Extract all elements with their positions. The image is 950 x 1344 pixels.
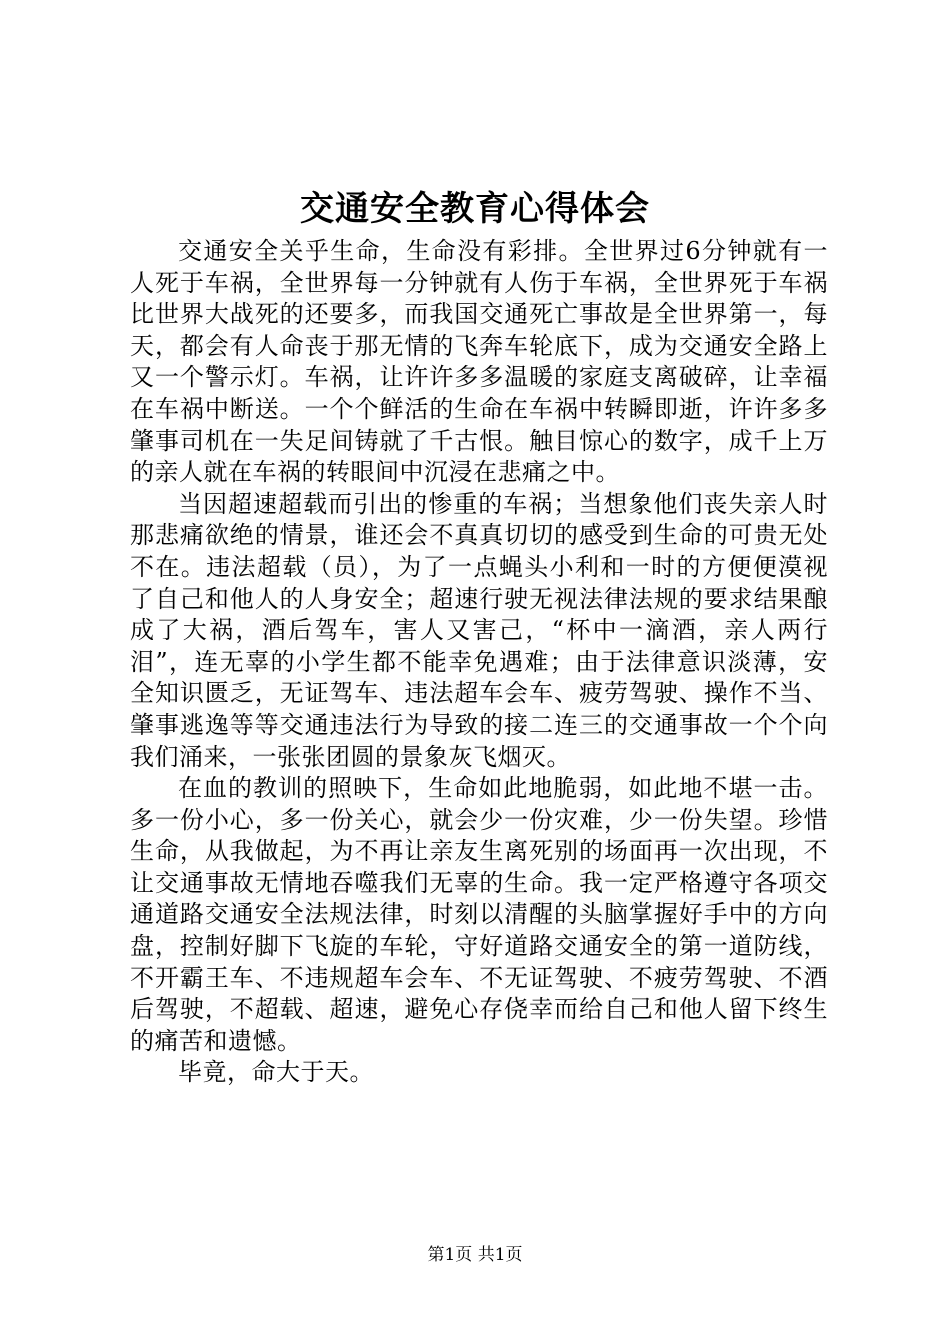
paragraph-1: 交通安全关乎生命，生命没有彩排。全世界过6分钟就有一人死于车祸，全世界每一分钟就有人伤于车祸，全世界死于车祸比世界大战死的还要多，而我国交通死亡事故是全世界第一，每天，都会有人命丧于那无情的飞奔车轮底下，成为交通安全路上又一个警示灯。车祸，让许许多多温暖的家庭支离破碎，让幸福在车祸中断送。一个个鲜活的生命在车祸中转瞬即逝，许许多多肇事司机在一失足间铸就了千古恨。触目惊心的数字，成千上万的亲人就在车祸的转眼间中沉浸在悲痛之中。 <box>130 237 828 487</box>
document-body <box>130 236 828 1089</box>
document-title: 交通安全教育心得体会 <box>300 189 650 229</box>
paragraph-3: 在血的教训的照映下，生命如此地脆弱，如此地不堪一击。多一份小心，多一份关心，就会少一份灾难，少一份失望。珍惜生命，从我做起，为不再让亲友生离死别的场面再一次出现，不让交通事故无情地吞噬我们无辜的生命。我一定严格遵守各项交通道路交通安全法规法律，时刻以清醒的头脑掌握好手中的方向盘，控制好脚下飞旋的车轮，守好道路交通安全的第一道防线，不开霸王车、不违规超车会车、不无证驾驶、不疲劳驾驶、不酒后驾驶，不超载、超速，避免心存侥幸而给自己和他人留下终生的痛苦和遗憾。 <box>130 774 828 1055</box>
paragraph-4: 毕竟，命大于天。 <box>178 1058 374 1087</box>
paragraph-2: 当因超速超载而引出的惨重的车祸；当想象他们丧失亲人时那悲痛欲绝的情景，谁还会不真真切切的感受到生命的可贵无处不在。违法超载（员），为了一点蝇头小利和一时的方便便漠视了自己和他人的人身安全；超速行驶无视法律法规的要求结果酿成了大祸，酒后驾车，害人又害己，“杯中一滴酒，亲人两行泪”，连无辜的小学生都不能幸免遇难；由于法律意识淡薄，安全知识匮乏，无证驾车、违法超车会车、疲劳驾驶、操作不当、肇事逃逸等等交通违法行为导致的接二连三的交通事故一个个向我们涌来，一张张团圆的景象灰飞烟灭。 <box>130 489 828 771</box>
page-number-footer: 第1页 共1页 <box>427 1245 523 1265</box>
